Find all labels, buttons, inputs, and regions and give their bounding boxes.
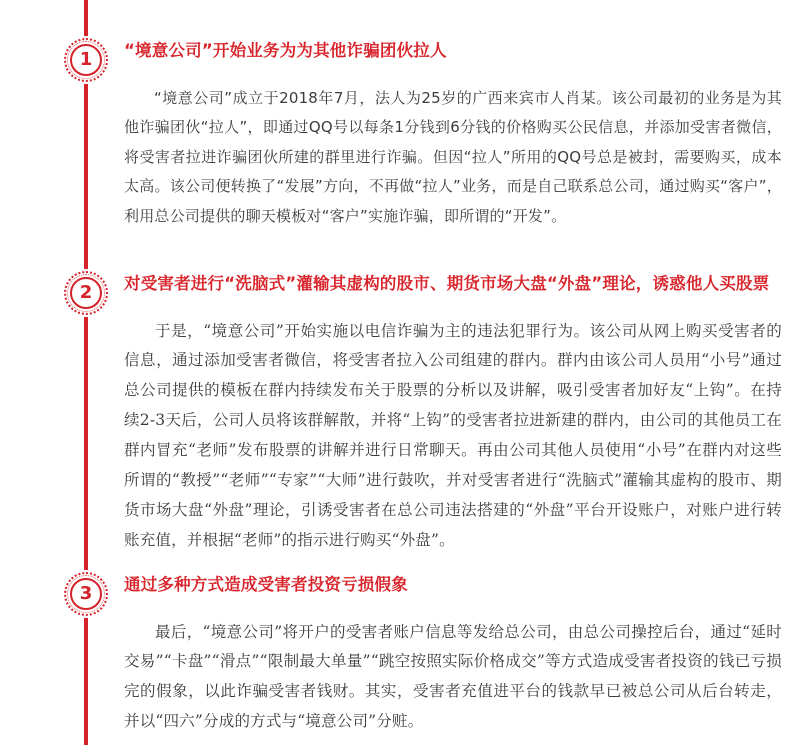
- section-2: [124, 271, 782, 556]
- step-number-1: 1: [79, 49, 93, 70]
- step-number-3: 3: [79, 583, 93, 604]
- vertical-timeline-rail: [84, 0, 88, 745]
- section-1-body: “境意公司”成立于2018年7月，法人为25岁的广西来宾市人肖某。该公司最初的业务是为其他诈骗团伙“拉人”，即通过QQ号以每条1分钱到6分钱的价格购买公民信息，并添加受害者微信，将受害者拉进诈骗团伙所建的群里进行诈骗。但因“拉人”所用的QQ号总是被封，需要购买，成本太高。该公司便转换了“发展”方向，不再做“拉人”业务，而是自己联系总公司，通过购买“客户”，利用总公司提供的聊天模板对“客户”实施诈骗，即所谓的“开发”。: [124, 88, 782, 225]
- step-number-2: 2: [79, 282, 93, 303]
- step-badge-2: [62, 269, 110, 317]
- step-badge-3: [62, 570, 110, 618]
- section-1: [124, 38, 782, 231]
- step-badge-1: [62, 36, 110, 84]
- section-3-body: 最后，“境意公司”将开户的受害者账户信息等发给总公司，由总公司操控后台，通过“延时交易”“卡盘”“滑点”“限制最大单量”“跳空按照实际价格成交”等方式造成受害者投资的钱已亏损完的假象，以此诈骗受害者钱财。其实，受害者充值进平台的钱款早已被总公司从后台转走，并以“四六”分成的方式与“境意公司”分赃。: [124, 622, 782, 731]
- section-2-heading: 对受害者进行“洗脑式”灌输其虚构的股市、期货市场大盘“外盘”理论，诱惑他人买股票: [124, 274, 770, 293]
- section-1-heading: “境意公司”开始业务为为其他诈骗团伙拉人: [124, 41, 447, 60]
- section-3: [124, 572, 782, 737]
- section-2-body: 于是，“境意公司”开始实施以电信诈骗为主的违法犯罪行为。该公司从网上购买受害者的信息，通过添加受害者微信，将受害者拉入公司组建的群内。群内由该公司人员用“小号”通过总公司提供的模板在群内持续发布关于股票的分析以及讲解，吸引受害者加好友“上钩”。在持续2-3天后，公司人员将该群解散，并将“上钩”的受害者拉进新建的群内，由公司的其他员工在群内冒充“老师”发布股票的讲解并进行日常聊天。再由公司其他人员使用“小号”在群内对这些所谓的“教授”“老师”“专家”“大师”进行鼓吹，并对受害者进行“洗脑式”灌输其虚构的股市、期货市场大盘“外盘”理论，引诱受害者在总公司违法搭建的“外盘”平台开设账户，对账户进行转账充值，并根据“老师”的指示进行购买“外盘”。: [124, 321, 782, 549]
- section-3-heading: 通过多种方式造成受害者投资亏损假象: [124, 575, 408, 594]
